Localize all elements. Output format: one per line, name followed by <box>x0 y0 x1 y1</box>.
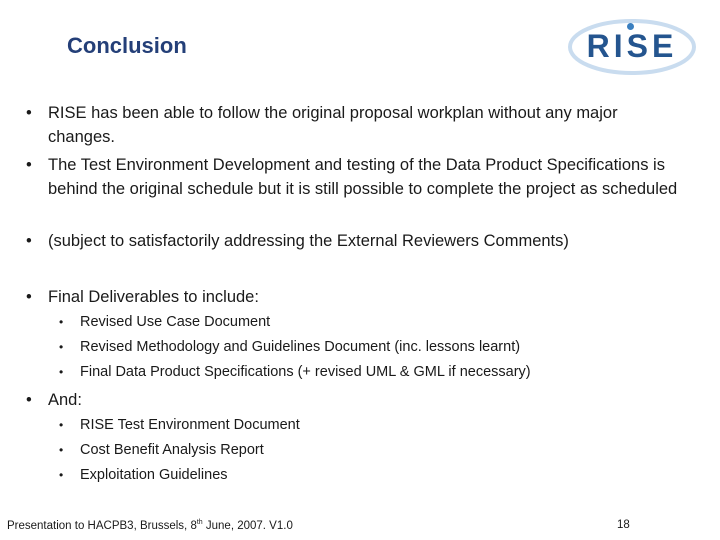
sub-bullet-text: Revised Use Case Document <box>80 314 271 330</box>
rise-logo <box>566 12 698 78</box>
sub-bullet-marker: • <box>59 468 64 482</box>
bullet-text: Final Deliverables to include: <box>48 288 259 306</box>
sub-bullet-marker: • <box>59 315 64 329</box>
sub-bullet-text: Exploitation Guidelines <box>80 467 228 483</box>
footer-suffix: June, 2007. V1.0 <box>202 519 293 532</box>
sub-bullet-text: Final Data Product Specifications (+ revised UML & GML if necessary) <box>80 364 531 380</box>
bullet-text: The Test Environment Development and testing of the Data Product Specifications is behind the original schedule but it is still possible to complete the project as scheduled <box>48 156 678 198</box>
bullet-marker: • <box>26 288 32 306</box>
bullet-marker: • <box>26 232 32 250</box>
bullet-marker: • <box>26 391 32 409</box>
page-number: 18 <box>617 519 630 531</box>
bullet-text: (subject to satisfactorily addressing the External Reviewers Comments) <box>48 232 569 250</box>
logo-text: RISE <box>586 28 678 64</box>
bullet-text: RISE has been able to follow the original proposal workplan without any major changes. <box>48 104 618 146</box>
bullet-text: And: <box>48 391 82 409</box>
footer-sup: th <box>196 519 203 526</box>
sub-bullet-text: Revised Methodology and Guidelines Document (inc. lessons learnt) <box>80 339 521 355</box>
sub-bullet-text: Cost Benefit Analysis Report <box>80 442 264 458</box>
bullet-marker: • <box>26 156 32 174</box>
sub-bullet-marker: • <box>59 443 64 457</box>
sub-bullet-marker: • <box>59 365 64 379</box>
sub-bullet-text: RISE Test Environment Document <box>80 417 300 433</box>
bullet-marker: • <box>26 104 32 122</box>
sub-bullet-marker: • <box>59 418 64 432</box>
slide-title: Conclusion <box>67 33 187 58</box>
sub-bullet-marker: • <box>59 340 64 354</box>
footer-prefix: Presentation to HACPB3, Brussels, 8 <box>7 519 197 532</box>
footer-presentation <box>7 519 293 532</box>
